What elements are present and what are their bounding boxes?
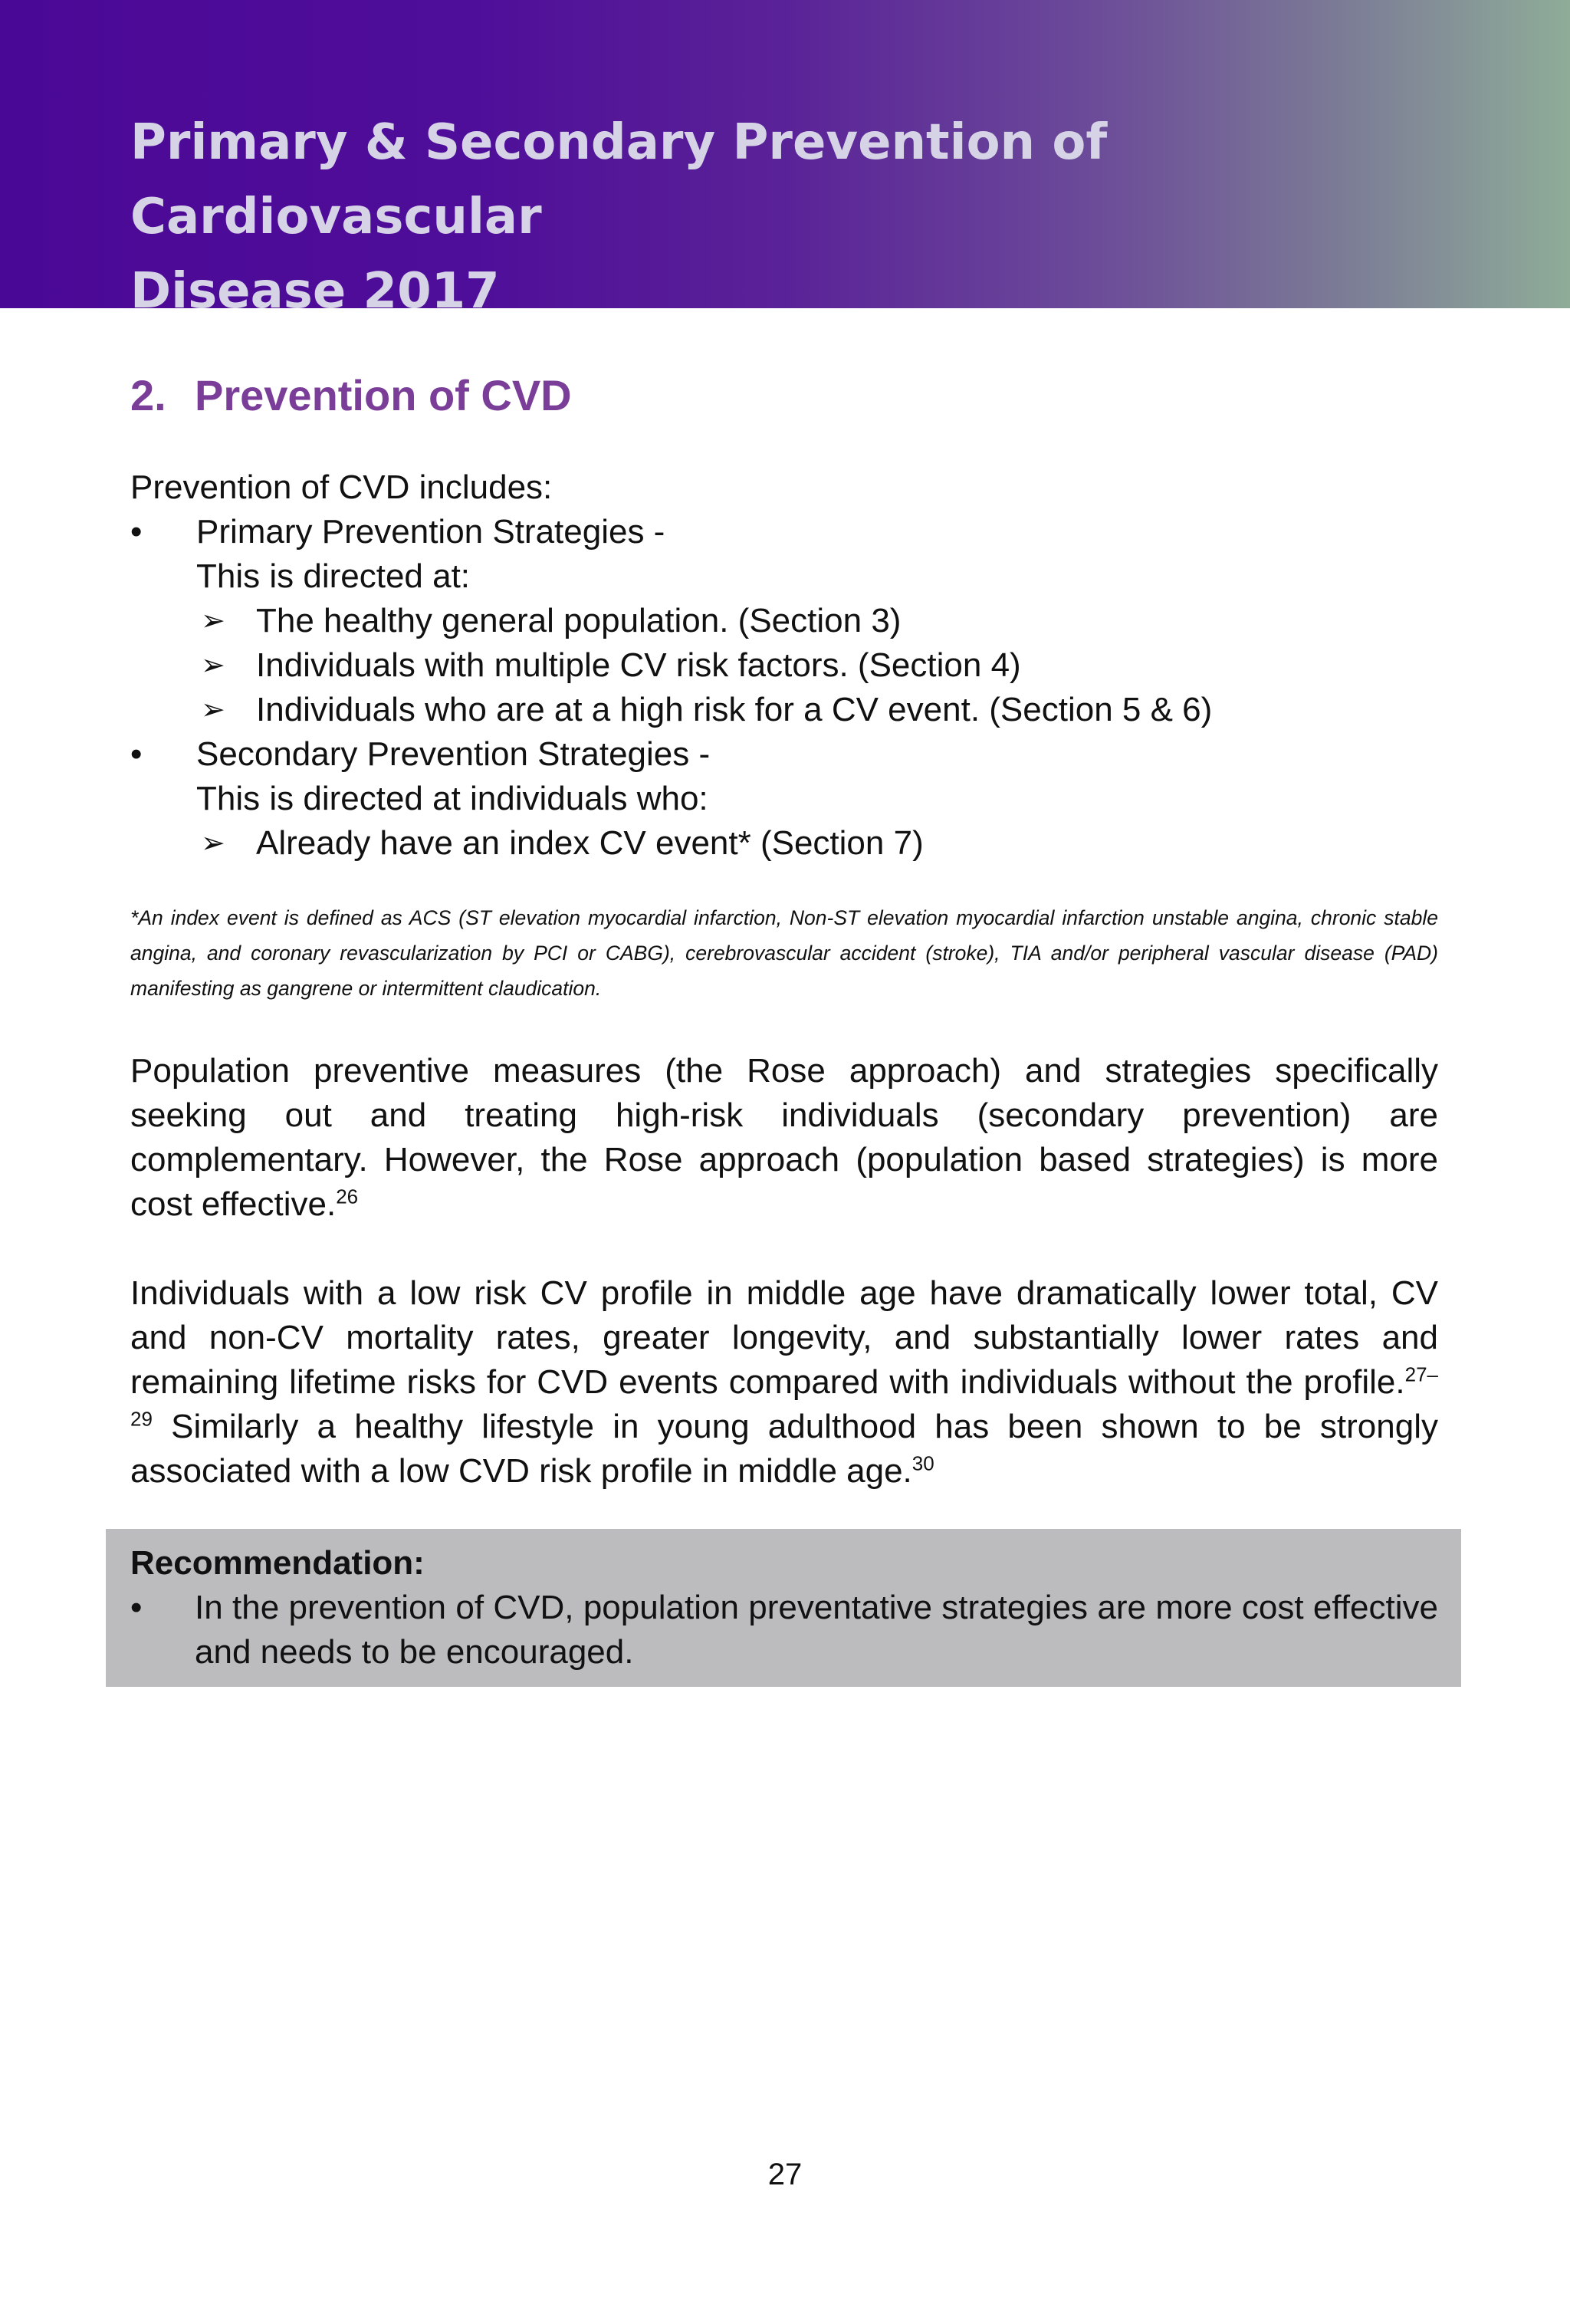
bullet-icon: •: [130, 735, 143, 773]
primary-prevention-label: Primary Prevention Strategies -: [196, 513, 665, 551]
bullet-icon: •: [130, 513, 143, 551]
list-item-text: Already have an index CV event* (Section 7): [256, 824, 924, 862]
reference-superscript: 26: [336, 1185, 359, 1208]
recommendation-text: In the prevention of CVD, population preventative strategies are more cost effective and needs to be encouraged.: [195, 1589, 1438, 1671]
reference-superscript: 27–29: [130, 1363, 1438, 1431]
paragraph-low-risk-profile: [130, 1271, 1438, 1494]
recommendation-item: [130, 1586, 1438, 1675]
arrow-bullet-icon: ➢: [201, 694, 225, 726]
reference-superscript: 30: [911, 1451, 934, 1475]
list-item: [201, 599, 901, 643]
list-item: [201, 688, 1212, 732]
paragraph-rose-approach: [130, 1049, 1438, 1227]
list-item-text: Individuals who are at a high risk for a CV event. (Section 5 & 6): [256, 691, 1213, 728]
section-number: 2.: [130, 371, 166, 419]
secondary-directed-text: This is directed at individuals who:: [196, 780, 708, 817]
section-title: Prevention of CVD: [195, 371, 572, 419]
index-event-footnote: *An index event is defined as ACS (ST elevation myocardial infarction, Non-ST elevation myocardial infarction unstable angina, chronic stable angina, and coronary revascularization by PCI or CABG), cerebrovascular accident (stroke), TIA and/or peripheral vascular disease (PAD) manifesting as gangrene or intermittent claudication.: [130, 906, 1438, 1000]
document-title-line2: Disease 2017: [130, 263, 500, 320]
header-banner: [0, 0, 1570, 320]
list-item: [201, 821, 924, 866]
list-item-text: Individuals with multiple CV risk factors. (Section 4): [256, 646, 1021, 684]
page-number: 27: [767, 2158, 803, 2191]
document-title: [130, 106, 1510, 329]
secondary-prevention-item: [130, 732, 710, 777]
secondary-prevention-label: Secondary Prevention Strategies -: [196, 735, 711, 773]
bullet-icon: •: [130, 1589, 143, 1626]
arrow-bullet-icon: ➢: [201, 827, 225, 860]
primary-prevention-item: [130, 510, 665, 554]
intro-text: Prevention of CVD includes:: [130, 468, 553, 506]
document-title-line1: Primary & Secondary Prevention of Cardiovascular: [130, 114, 1108, 245]
paragraph-text: Similarly a healthy lifestyle in young adulthood has been shown to be strongly associated with a low CVD risk profile in middle age.: [130, 1408, 1438, 1490]
recommendation-box: [106, 1529, 1461, 1687]
section-heading: [130, 367, 572, 425]
paragraph-text: Population preventive measures (the Rose approach) and strategies specifically seeking out and treating high-risk individuals (secondary prevention) are complementary. However, the Rose approach (population based strategies) is more cost effective.: [130, 1052, 1438, 1223]
arrow-bullet-icon: ➢: [201, 605, 225, 637]
arrow-bullet-icon: ➢: [201, 649, 225, 682]
primary-directed-text: This is directed at:: [196, 557, 471, 595]
list-item-text: The healthy general population. (Section 3): [256, 602, 902, 639]
recommendation-title: Recommendation:: [130, 1544, 425, 1582]
list-item: [201, 643, 1021, 688]
paragraph-text: Individuals with a low risk CV profile in middle age have dramatically lower total, CV and non-CV mortality rates, greater longevity, and substantially lower rates and remaining lifetime risks for CVD events compared with individuals without the profile.: [130, 1274, 1438, 1401]
